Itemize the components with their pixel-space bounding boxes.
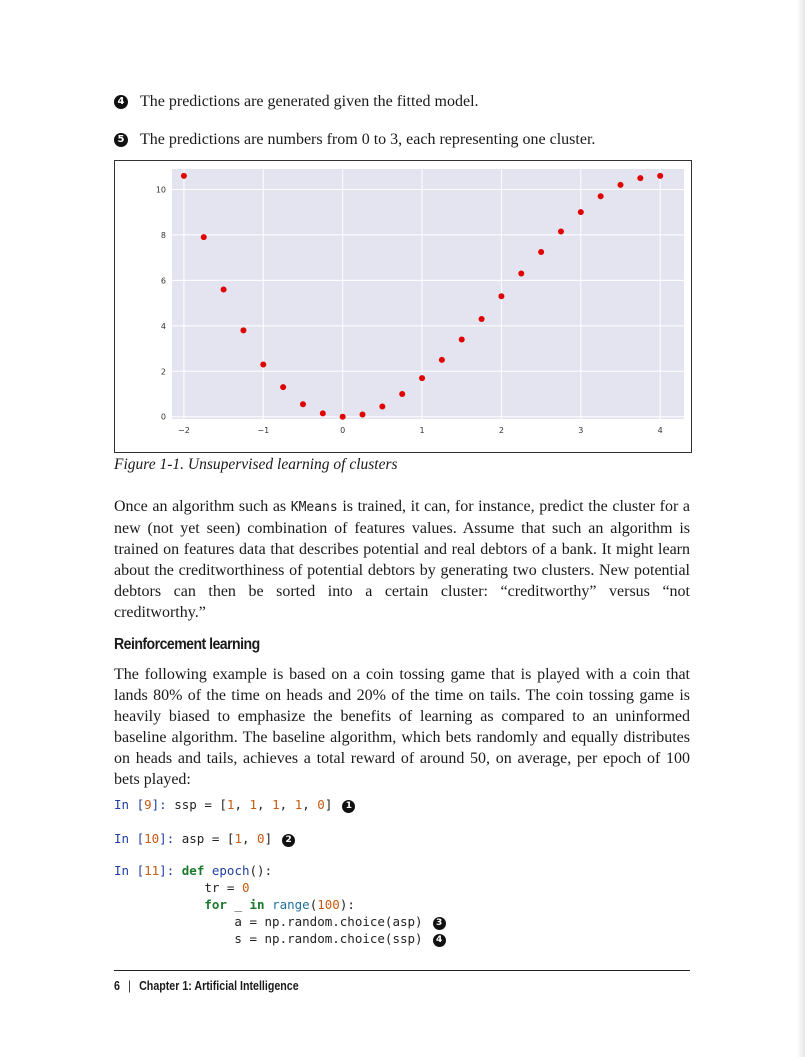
page-footer: 6 | Chapter 1: Artificial Intelligence <box>114 978 299 993</box>
data-point <box>459 336 465 342</box>
paragraph-coin-game: The following example is based on a coin tossing game that is played with a coin that lands 80% of the time on heads and 20% of the time on tails. The coin tossing game is heavily biased to emphasize the benefits of learning as compared to an uninformed baseline algorithm. The baseline algorithm, which bets randomly and equally distributes on heads and tails, achieves a total reward of around 50, on average, per epoch of 100 bets played: <box>114 666 690 788</box>
section-heading: Reinforcement learning <box>114 636 260 653</box>
data-point <box>498 293 504 299</box>
callout-text: The predictions are generated given the fitted model. <box>140 93 479 110</box>
figure-caption: Figure 1-1. Unsupervised learning of clusters <box>114 456 398 473</box>
data-point <box>399 391 405 397</box>
callout-marker: 4 <box>114 95 128 109</box>
data-point <box>260 361 266 367</box>
y-tick-label: 2 <box>160 367 166 377</box>
x-tick-label: 2 <box>498 426 504 435</box>
footer-rule <box>114 970 690 971</box>
code-callout-marker: 4 <box>433 934 446 947</box>
code-cell-9: In [9]: ssp = [1, 1, 1, 1, 0] 1 <box>114 796 355 813</box>
code-callout-marker: 3 <box>433 917 446 930</box>
code-callout-marker: 1 <box>342 800 355 813</box>
data-point <box>479 316 485 322</box>
x-tick-label: 3 <box>578 426 584 435</box>
data-point <box>439 357 445 363</box>
data-point <box>637 175 643 181</box>
y-tick-label: 6 <box>160 276 166 286</box>
data-point <box>379 404 385 410</box>
x-tick-label: −1 <box>257 426 270 435</box>
y-tick-label: 10 <box>155 185 166 195</box>
callout-text: The predictions are numbers from 0 to 3, each representing one cluster. <box>140 131 596 148</box>
page-number: 6 <box>114 978 120 993</box>
data-point <box>181 173 187 179</box>
data-point <box>201 234 207 240</box>
x-tick-label: 4 <box>657 426 663 435</box>
code-cell-11: In [11]: def epoch(): tr = 0 for _ in range(100): a = np.random.choice(asp) 3 s = np.random.choice(ssp) 4 <box>114 862 446 947</box>
x-tick-label: −2 <box>178 426 190 435</box>
chapter-title: Chapter 1: Artificial Intelligence <box>139 978 299 993</box>
code-callout-marker: 2 <box>282 834 295 847</box>
code-cell-10: In [10]: asp = [1, 0] 2 <box>114 830 295 847</box>
plot-area <box>172 169 684 419</box>
x-tick-label: 1 <box>419 426 425 435</box>
callout-marker: 5 <box>114 133 128 147</box>
data-point <box>538 249 544 255</box>
data-point <box>518 271 524 277</box>
data-point <box>657 173 663 179</box>
data-point <box>280 384 286 390</box>
callout-4 <box>114 92 479 112</box>
data-point <box>598 193 604 199</box>
y-tick-label: 4 <box>160 321 166 331</box>
scatter-chart <box>115 161 691 452</box>
data-point <box>360 411 366 417</box>
data-point <box>221 286 227 292</box>
scatter-figure <box>114 160 692 453</box>
y-tick-label: 8 <box>160 230 166 240</box>
paragraph-kmeans: Once an algorithm such as KMeans is trained, it can, for instance, predict the cluster for a new (not yet seen) combination of features values. Assume that such an algorithm is trained on features data that describes potential and real debtors of a bank. It might learn about the creditworthiness of potential debtors by generating two clusters. New potential debtors can then be sorted into a certain cluster: “creditworthy” versus “not creditworthy.” <box>114 498 690 621</box>
inline-code: KMeans <box>290 500 338 515</box>
data-point <box>419 375 425 381</box>
x-tick-label: 0 <box>340 426 346 435</box>
data-point <box>240 327 246 333</box>
data-point <box>340 414 346 420</box>
y-tick-label: 0 <box>160 412 166 422</box>
data-point <box>300 401 306 407</box>
data-point <box>320 410 326 416</box>
callout-5 <box>114 130 595 150</box>
data-point <box>578 209 584 215</box>
data-point <box>617 182 623 188</box>
page-edge-shadow <box>797 0 805 1057</box>
data-point <box>558 229 564 235</box>
